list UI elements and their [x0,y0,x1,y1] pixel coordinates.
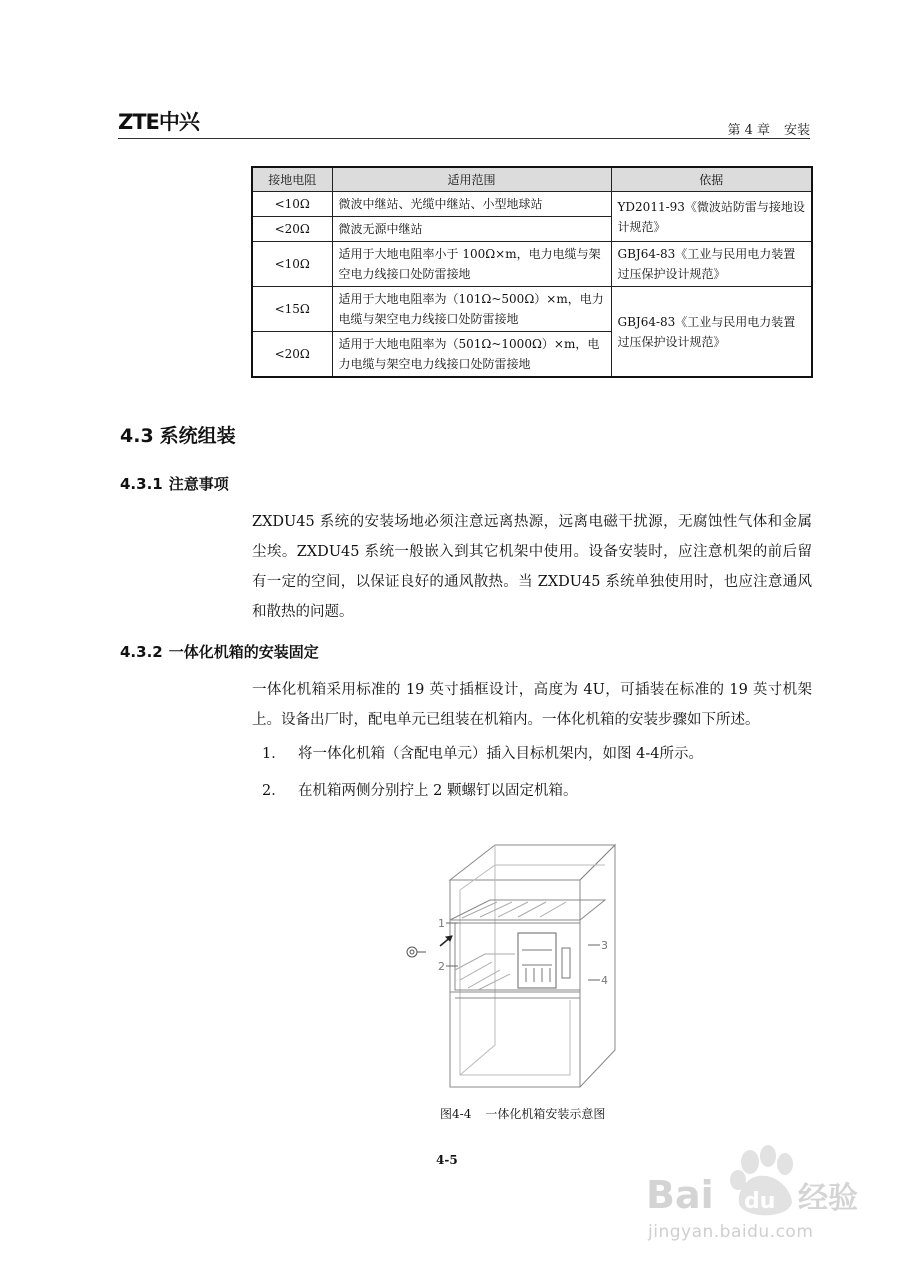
callout-3: 3 [601,939,608,952]
scope-cell: 微波中继站、光缆中继站、小型地球站 [332,192,611,217]
basis-cell: GBJ64-83《工业与民用电力装置过压保护设计规范》 [611,242,812,287]
resistance-cell: <15Ω [252,287,332,332]
subsection-heading-chassis-install [120,641,319,662]
grounding-table [251,166,813,378]
scope-cell: 微波无源中继站 [332,217,611,242]
svg-text:du: du [744,1189,776,1214]
figure-caption [440,1105,605,1122]
header-rule [118,138,810,139]
chapter-header [727,119,810,138]
table-row [252,242,812,287]
cabinet-front [450,880,580,1087]
step-item [262,776,577,806]
watermark-url: jingyan.baidu.com [648,1222,814,1242]
subsection-number: 4.3.1 [120,475,163,493]
basis-cell: GBJ64-83《工业与民用电力装置过压保护设计规范》 [611,287,812,378]
step-number: 2． [262,783,286,799]
precautions-paragraph: ZXDU45 系统的安装场地必须注意远离热源，远离电磁干扰源，无腐蚀性气体和金属尘埃。ZXDU45 系统一般嵌入到其它机架中使用。设备安装时，应注意机架的前后留有一定的空间，以保证良好的通风散热。当 ZXDU45 系统单独使用时，也应注意通风和散热的问题。 [252,514,812,620]
scope-cell: 适用于大地电阻率为（501Ω~1000Ω）×m，电力电缆与架空电力线接口处防雷接地 [332,332,611,378]
svg-text:经验: 经验 [798,1181,858,1216]
subsection-number: 4.3.2 [120,643,163,661]
table-header-cell: 接地电阻 [252,167,332,192]
subsection-title: 一体化机箱的安装固定 [168,643,319,661]
step-text: 将一体化机箱（含配电单元）插入目标机架内，如图 4-4所示。 [298,746,703,762]
baidu-watermark-logo [640,1140,870,1260]
resistance-cell: <20Ω [252,332,332,378]
callout-2: 2 [438,960,445,973]
zte-logo: ZTE中兴 [118,110,199,134]
resistance-cell: <10Ω [252,192,332,217]
page-number: 4-5 [436,1153,458,1167]
section-heading [120,421,236,448]
section-title: 系统组装 [159,425,236,447]
step-number: 1． [262,746,286,762]
caption-text: 一体化机箱安装示意图 [485,1107,606,1121]
chassis-paragraph: 一体化机箱采用标准的 19 英寸插框设计，高度为 4U，可插装在标准的 19 英寸机架上。设备出厂时，配电单元已组装在机箱内。一体化机箱的安装步骤如下所述。 [252,682,812,728]
callout-4: 4 [601,974,608,987]
subsection-heading-precautions [120,473,229,494]
scope-cell: 适用于大地电阻率为（101Ω~500Ω）×m，电力电缆与架空电力线接口处防雷接地 [332,287,611,332]
basis-cell: YD2011-93《微波站防雷与接地设计规范》 [611,192,812,242]
step-item [262,739,703,769]
chapter-title: 安装 [783,123,810,138]
caption-number: 图4-4 [440,1107,472,1121]
table-row [252,287,812,332]
table-row [252,192,812,217]
resistance-cell: <20Ω [252,217,332,242]
svg-text:Bai: Bai [646,1173,714,1217]
resistance-cell: <10Ω [252,242,332,287]
table-header-cell: 依据 [611,167,812,192]
rack-installation-figure [400,820,630,1110]
scope-cell: 适用于大地电阻率小于 100Ω×m，电力电缆与架空电力线接口处防雷接地 [332,242,611,287]
subsection-title: 注意事项 [168,475,229,493]
table-header-cell: 适用范围 [332,167,611,192]
step-text: 在机箱两侧分别拧上 2 颗螺钉以固定机箱。 [298,783,578,799]
chapter-number: 第 4 章 [727,123,770,138]
table-header-row [252,167,812,192]
cabinet-top [450,845,615,880]
chassis-top [450,900,605,920]
callout-1: 1 [438,917,445,930]
cabinet-side [580,845,615,1087]
screw-icon [407,947,417,957]
section-number: 4.3 [120,425,154,447]
